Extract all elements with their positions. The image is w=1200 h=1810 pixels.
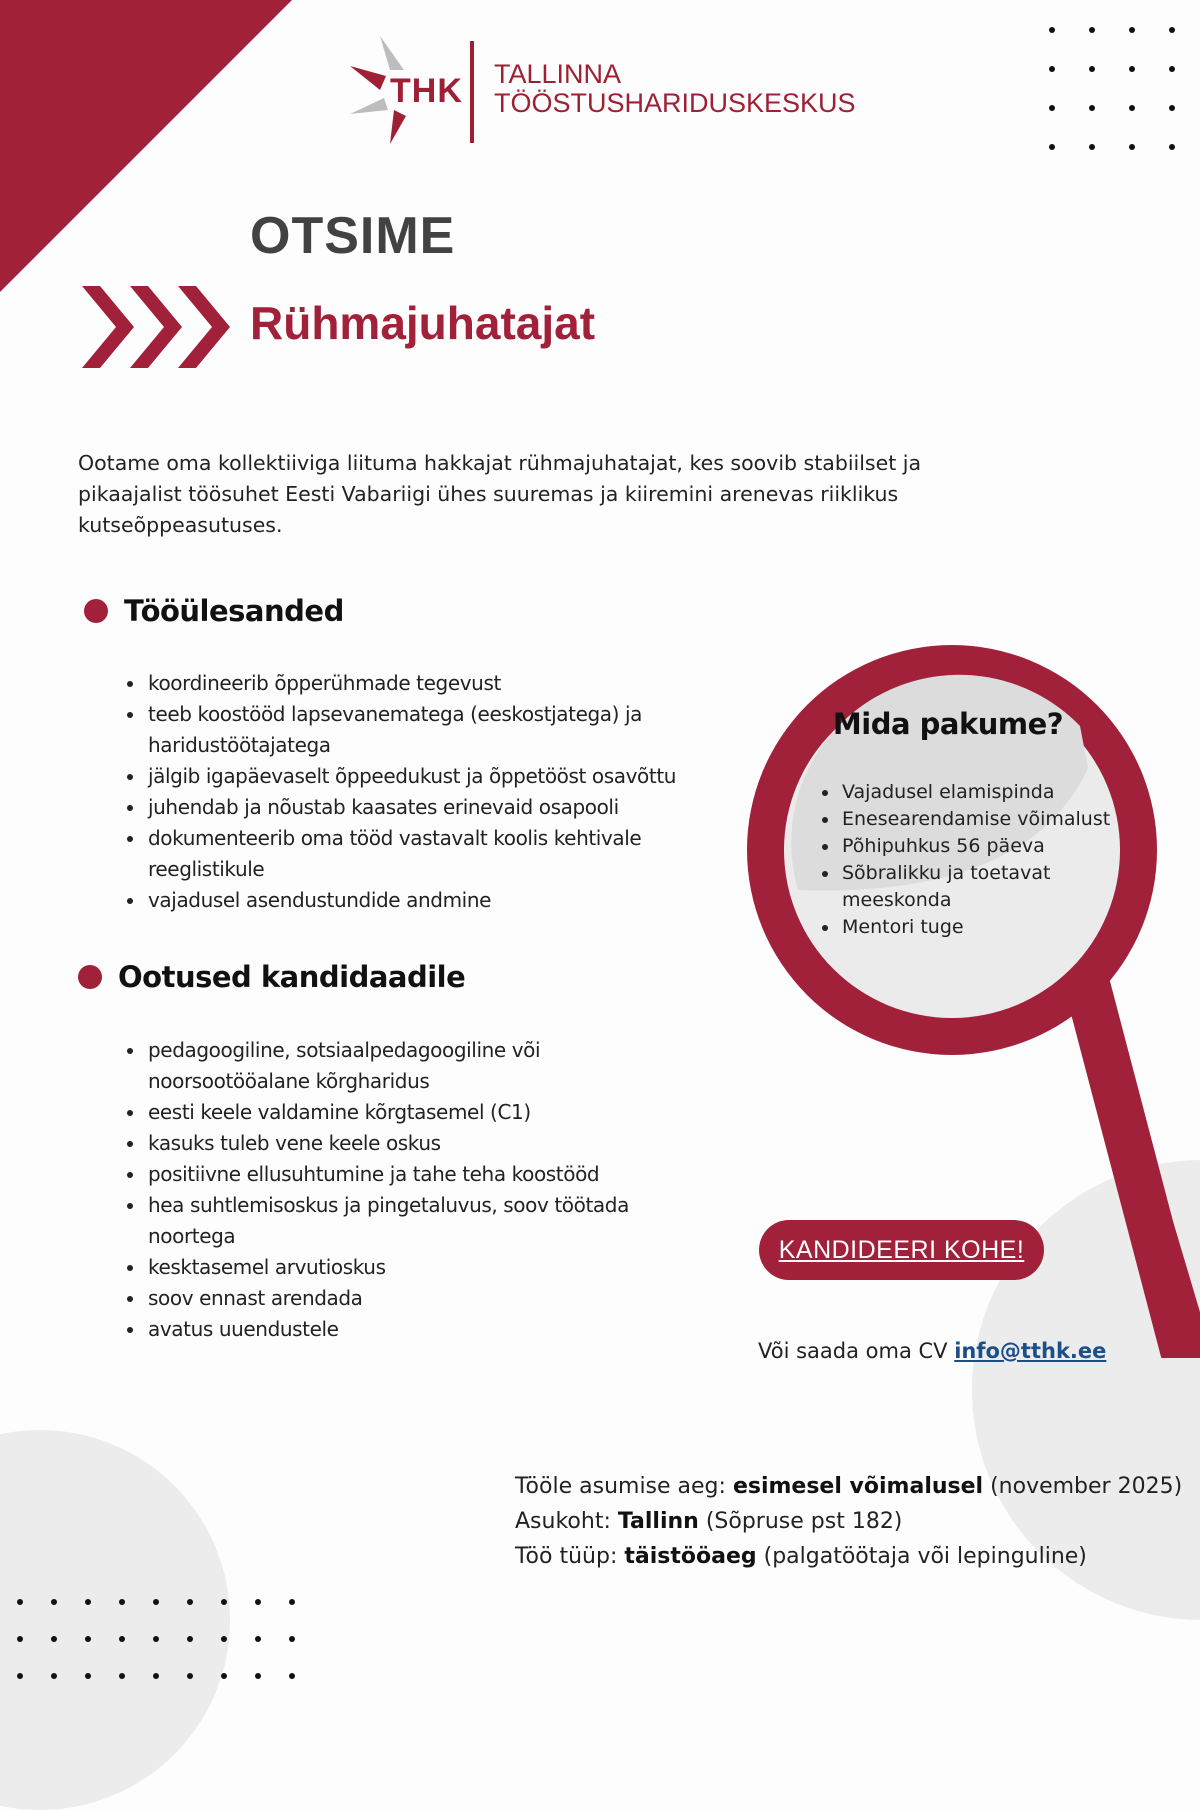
corner-triangle (0, 0, 292, 292)
duties-list (120, 668, 726, 916)
offer-title: Mida pakume? (832, 707, 1064, 741)
logo-abbreviation: THK (390, 72, 463, 110)
expectations-list (120, 1035, 706, 1345)
duties-heading (84, 594, 344, 628)
start-date-row (515, 1469, 1182, 1504)
job-details (515, 1469, 1182, 1574)
list-item: • Vajadusel elamispinda (840, 779, 1160, 806)
dot-pattern (1049, 27, 1175, 150)
detail-value: täistööaeg (624, 1544, 757, 1569)
list-item: • koordineerib õpperühmade tegevust (146, 668, 726, 699)
logo-name-line: TÖÖSTUSHARIDUSKESKUS (494, 88, 856, 118)
list-item: • Mentori tuge (840, 914, 1160, 941)
detail-note: (palgatöötaja või lepinguline) (756, 1544, 1087, 1569)
detail-label: Asukoht: (515, 1509, 618, 1534)
list-item: • Põhipuhkus 56 päeva (840, 833, 1160, 860)
list-item: • kasuks tuleb vene keele oskus (146, 1128, 706, 1159)
list-item: • teeb koostööd lapsevanematega (eeskostjatega) ja haridustöötajatega (146, 699, 726, 761)
offer-list (800, 779, 1160, 941)
cv-line (758, 1339, 1106, 1363)
bullet-dot-icon (78, 965, 102, 989)
list-item: • juhendab ja nõustab kaasates erinevaid osapooli (146, 792, 726, 823)
list-item: • kesktasemel arvutioskus (146, 1252, 706, 1283)
detail-label: Tööle asumise aeg: (515, 1474, 733, 1499)
dot-pattern (17, 1599, 295, 1679)
list-item: • soov ennast arendada (146, 1283, 706, 1314)
detail-label: Töö tüüp: (515, 1544, 625, 1569)
list-item: • vajadusel asendustundide andmine (146, 885, 726, 916)
location-row (515, 1504, 1182, 1539)
cv-prefix: Või saada oma CV (758, 1339, 955, 1363)
job-type-row (515, 1539, 1182, 1574)
page-title: Rühmajuhatajat (250, 297, 596, 349)
list-item: • Enesearendamise võimalust (840, 806, 1160, 833)
detail-note: (Sõpruse pst 182) (698, 1509, 903, 1534)
logo-name-line: TALLINNA (494, 59, 622, 89)
expectations-heading (78, 960, 465, 994)
logo-divider (470, 41, 474, 143)
list-item: • hea suhtlemisoskus ja pingetaluvus, soov töötada noortega (146, 1190, 706, 1252)
detail-value: Tallinn (617, 1509, 699, 1534)
list-item: • Sõbralikku ja toetavat meeskonda (840, 860, 1160, 914)
list-item: • eesti keele valdamine kõrgtasemel (C1) (146, 1097, 706, 1128)
email-link[interactable]: info@tthk.ee (954, 1339, 1107, 1363)
logo (350, 36, 880, 144)
list-item: • avatus uuendustele (146, 1314, 706, 1345)
apply-button[interactable]: KANDIDEERI KOHE! (759, 1220, 1044, 1280)
detail-note: (november 2025) (983, 1474, 1183, 1499)
logo-name (494, 60, 856, 118)
chevrons-icon (82, 286, 232, 368)
page-kicker: OTSIME (250, 207, 456, 265)
section-title: Tööülesanded (124, 594, 344, 628)
detail-value: esimesel võimalusel (732, 1474, 984, 1499)
list-item: • positiivne ellusuhtumine ja tahe teha koostööd (146, 1159, 706, 1190)
bullet-dot-icon (84, 599, 108, 623)
section-title: Ootused kandidaadile (118, 960, 466, 994)
list-item: • jälgib igapäevaselt õppeedukust ja õppetööst osavõttu (146, 761, 726, 792)
intro-paragraph: Ootame oma kollektiiviga liituma hakkajat rühmajuhatajat, kes soovib stabiilset ja pikaajalist töösuhet Eesti Vabariigi ühes suuremas ja kiiremini arenevas riiklikus kutseõppeasutuses. (78, 451, 922, 537)
list-item: • pedagoogiline, sotsiaalpedagoogiline või noorsootööalane kõrgharidus (146, 1035, 706, 1097)
list-item: • dokumenteerib oma tööd vastavalt koolis kehtivale reeglistikule (146, 823, 726, 885)
